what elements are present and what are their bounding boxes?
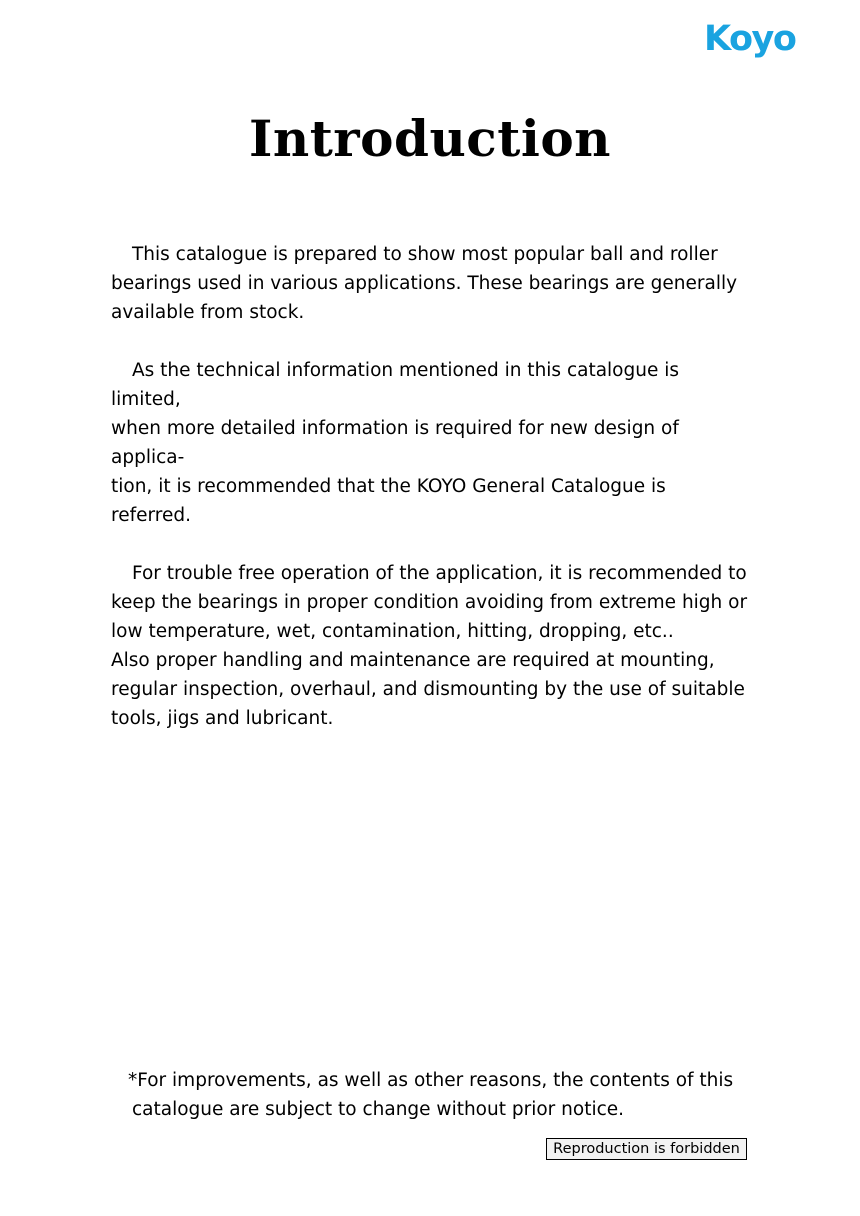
reproduction-notice-badge: Reproduction is forbidden [546, 1138, 747, 1160]
koyo-logo [702, 14, 798, 70]
footnote-line-2: catalogue are subject to change without prior notice. [132, 1099, 625, 1120]
logo-wordmark: Koyo [704, 19, 796, 59]
introduction-body [111, 240, 751, 733]
paragraph-3-continuation: Also proper handling and maintenance are required at mounting, regular inspection, overhaul, and dismounting by the use of suitable tools, jigs and lubricant. [111, 650, 745, 729]
koyo-logo-graphic [702, 14, 798, 70]
paragraph-1: This catalogue is prepared to show most popular ball and roller bearings used in various applications. These bearings are generally available from stock. [111, 244, 738, 323]
paragraph-3: For trouble free operation of the application, it is recommended to keep the bearings in proper condition avoiding from extreme high or low temperature, wet, contamination, hitting, dropping, etc.. [111, 563, 748, 642]
change-notice-footnote [128, 1066, 748, 1124]
page-title: Introduction [248, 109, 612, 168]
paragraph-2: As the technical information mentioned in this catalogue is limited, when more detailed information is required for new design of applica- tion, it is recommended that the KOYO General Catalogue is referred. [111, 360, 680, 526]
footnote-line-1: *For improvements, as well as other reasons, the contents of this [128, 1070, 734, 1091]
